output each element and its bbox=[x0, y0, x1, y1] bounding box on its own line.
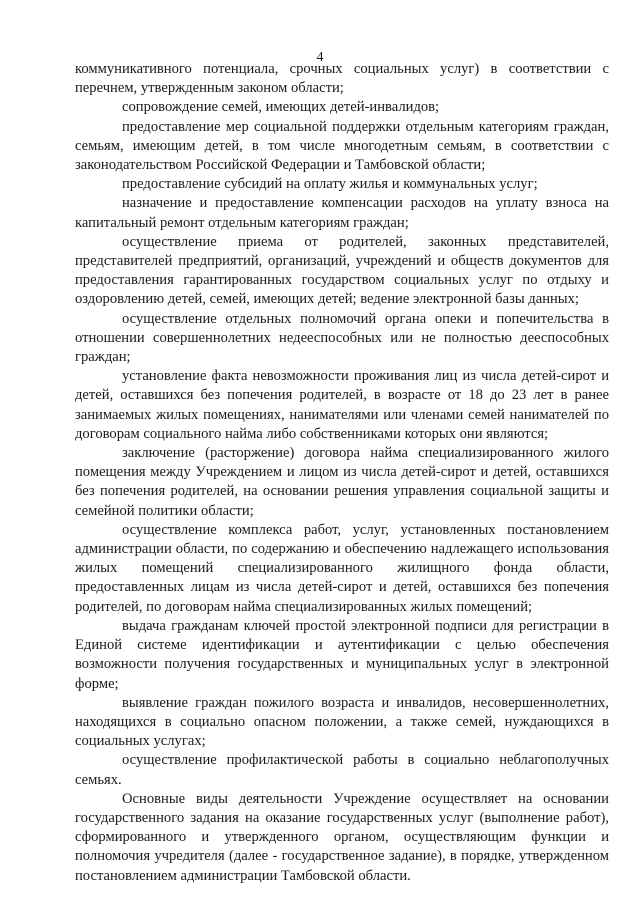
paragraph: предоставление мер социальной поддержки отдельным категориям граждан, семьям, имеющим детей, в том числе многодетным семьям, в соответствии с законодательством Российской Федерации и Тамбовской области; bbox=[75, 118, 609, 174]
paragraph: предоставление субсидий на оплату жилья и коммунальных услуг; bbox=[122, 176, 538, 193]
paragraph: осуществление профилактической работы в социально неблагополучных семьях. bbox=[75, 752, 609, 788]
paragraph: выявление граждан пожилого возраста и инвалидов, несовершеннолетних, находящихся в социально опасном положении, а также семей, нуждающихся в социальных услугах; bbox=[75, 694, 609, 750]
paragraph: Основные виды деятельности Учреждение осуществляет на основании государственного задания на оказание государственных услуг (выполнение работ), сформированного и утвержденного органом, осуществляющим функции и полномочия учредителя (далее - государственное задание), в порядке, утвержденном постановлением администрации Тамбовской области. bbox=[75, 790, 609, 884]
document-body bbox=[75, 60, 609, 886]
page-number: 4 bbox=[316, 50, 324, 65]
paragraph: осуществление комплекса работ, услуг, установленных постановлением администрации области, по содержанию и обеспечению надлежащего использования жилых помещений специализированного жилищного фонда области, предоставленных лицам из числа детей-сирот и детей, оставшихся без попечения родителей, по договорам найма специализированных жилых помещений; bbox=[75, 521, 609, 615]
paragraph: заключение (расторжение) договора найма специализированного жилого помещения между Учреждением и лицом из числа детей-сирот и детей, оставшихся без попечения родителей, на основании решения управления социальной защиты и семейной политики области; bbox=[75, 445, 609, 519]
paragraph: назначение и предоставление компенсации расходов на уплату взноса на капитальный ремонт отдельным категориям граждан; bbox=[75, 195, 609, 231]
paragraph-continuation: коммуникативного потенциала, срочных социальных услуг) в соответствии с перечнем, утвержденным законом области; bbox=[75, 61, 609, 97]
paragraph: выдача гражданам ключей простой электронной подписи для регистрации в Единой системе идентификации и аутентификации с целью обеспечения возможности получения государственных и муниципальных услуг в электронной форме; bbox=[75, 617, 609, 692]
paragraph: осуществление приема от родителей, законных представителей, представителей предприятий, организаций, учреждений и обществ документов для предоставления гарантированных государством социальных услуг по отдыху и оздоровлению детей, семей, имеющих детей; ведение электронной базы данных; bbox=[75, 233, 609, 308]
paragraph: осуществление отдельных полномочий органа опеки и попечительства в отношении совершеннолетних недееспособных или не полностью дееспособных граждан; bbox=[75, 310, 609, 366]
paragraph: установление факта невозможности проживания лиц из числа детей-сирот и детей, оставшихся без попечения родителей, в возрасте от 18 до 23 лет в ранее занимаемых жилых помещениях, нанимателями или членами семей нанимателей по договорам социального найма либо собственниками которых они являются; bbox=[75, 368, 609, 442]
paragraph: сопровождение семей, имеющих детей-инвалидов; bbox=[122, 99, 440, 116]
